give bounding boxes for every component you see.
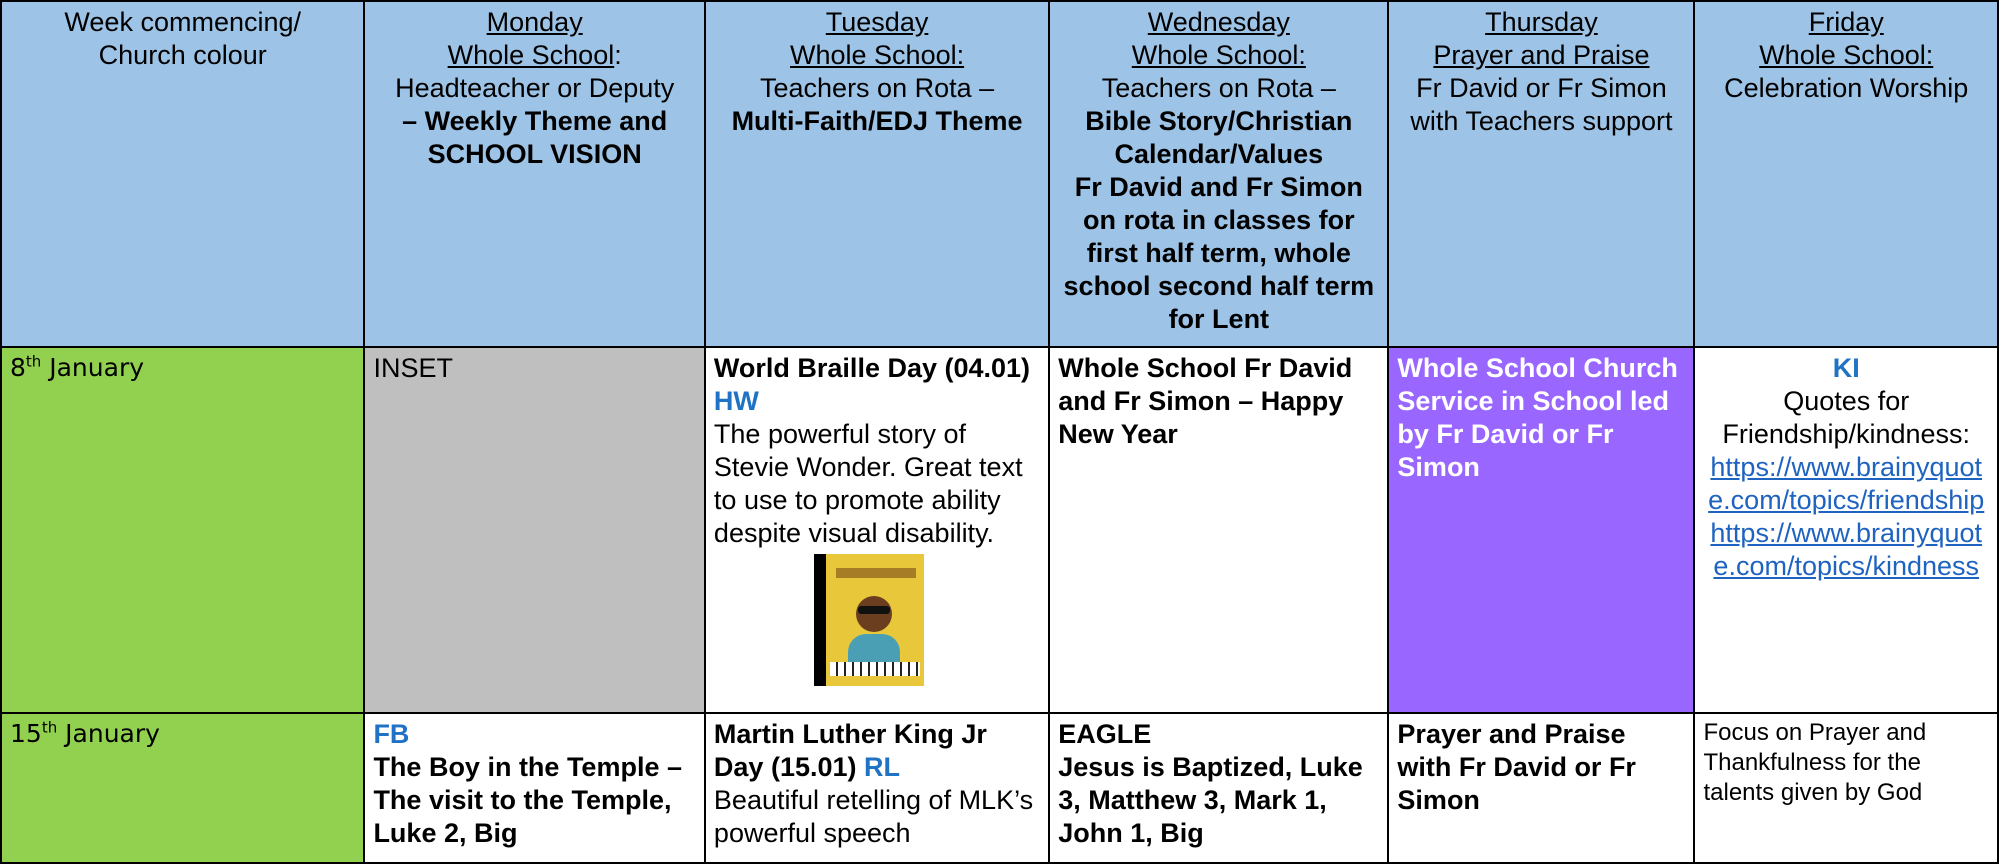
friendship-quotes-link[interactable]: https://www.brainyquote.com/topics/friendship (1708, 452, 1985, 515)
teacher-code: RL (864, 752, 901, 782)
friday-who: Celebration Worship (1724, 73, 1969, 103)
week-suffix: th (41, 718, 58, 737)
friday-cell (1694, 713, 1998, 863)
friday-cell (1694, 347, 1998, 713)
tuesday-cell (705, 713, 1049, 863)
header-wednesday (1049, 1, 1388, 347)
tuesday-title: Martin Luther King Jr Day (15.01) (713, 719, 987, 782)
table-row (1, 713, 1998, 863)
monday-day: Monday (486, 7, 583, 37)
tuesday-text: The powerful story of Stevie Wonder. Great text to use to promote ability despite visual disability. (713, 419, 1023, 548)
week-cell (1, 713, 364, 863)
header-friday (1694, 1, 1998, 347)
header-row (1, 1, 1998, 347)
week-month: January (57, 719, 160, 748)
teacher-code: FB (373, 719, 410, 749)
week-month: January (41, 353, 145, 382)
week-suffix: th (25, 352, 42, 371)
monday-group: Whole School (447, 40, 615, 70)
monday-theme: – Weekly Theme and SCHOOL VISION (402, 106, 668, 169)
monday-who: Headteacher or Deputy (395, 73, 675, 103)
wednesday-code: EAGLE (1058, 719, 1152, 749)
thursday-cell (1388, 713, 1694, 863)
friday-group: Whole School: (1759, 40, 1934, 70)
thursday-text: Prayer and Praise with Fr David or Fr Simon (1397, 719, 1636, 815)
wednesday-text: Whole School Fr David and Fr Simon – Happy New Year (1058, 353, 1353, 449)
friday-text: Quotes for Friendship/kindness: (1722, 386, 1971, 449)
wednesday-cell (1049, 347, 1388, 713)
wednesday-day: Wednesday (1147, 7, 1290, 37)
header-monday (364, 1, 704, 347)
tuesday-group: Whole School: (790, 40, 965, 70)
tuesday-day: Tuesday (825, 7, 929, 37)
week-number: 15 (10, 719, 42, 748)
tuesday-title: World Braille Day (04.01) (713, 353, 1031, 383)
table-row (1, 347, 1998, 713)
tuesday-who: Teachers on Rota – (760, 73, 995, 103)
header-colour-label: Church colour (98, 40, 267, 70)
kindness-quotes-link[interactable]: https://www.brainyquote.com/topics/kindness (1710, 518, 1983, 581)
wednesday-text: Jesus is Baptized, Luke 3, Matthew 3, Mark 1, John 1, Big (1058, 752, 1363, 848)
tuesday-theme: Multi-Faith/EDJ Theme (731, 106, 1023, 136)
monday-colon: : (614, 40, 622, 70)
wednesday-group: Whole School: (1131, 40, 1306, 70)
tuesday-text: Beautiful retelling of MLK’s powerful speech (713, 785, 1034, 848)
monday-text: INSET (373, 353, 453, 383)
monday-cell (364, 347, 704, 713)
stevie-wonder-book-cover-image (814, 554, 924, 686)
week-number: 8 (10, 353, 26, 382)
thursday-cell (1388, 347, 1694, 713)
week-cell (1, 347, 364, 713)
thursday-text: Whole School Church Service in School led by Fr David or Fr Simon (1397, 353, 1678, 482)
thursday-group: Prayer and Praise (1433, 40, 1650, 70)
wednesday-note: Fr David and Fr Simon on rota in classes for first half term, whole school second half term for Lent (1063, 172, 1375, 334)
teacher-code: KI (1832, 353, 1860, 383)
tuesday-cell (705, 347, 1049, 713)
friday-text: Focus on Prayer and Thankfulness for the talents given by God (1703, 719, 1927, 806)
thursday-day: Thursday (1485, 7, 1598, 37)
wednesday-cell (1049, 713, 1388, 863)
header-week-label: Week commencing/ (64, 7, 302, 37)
header-tuesday (705, 1, 1049, 347)
monday-text: The Boy in the Temple – The visit to the Temple, Luke 2, Big (373, 752, 682, 848)
header-thursday (1388, 1, 1694, 347)
monday-cell (364, 713, 704, 863)
thursday-who: Fr David or Fr Simon with Teachers support (1410, 73, 1673, 136)
friday-day: Friday (1808, 7, 1884, 37)
wednesday-theme: Bible Story/Christian Calendar/Values (1085, 106, 1353, 169)
header-week-commencing (1, 1, 364, 347)
wednesday-who: Teachers on Rota – (1101, 73, 1336, 103)
teacher-code: HW (713, 386, 759, 416)
